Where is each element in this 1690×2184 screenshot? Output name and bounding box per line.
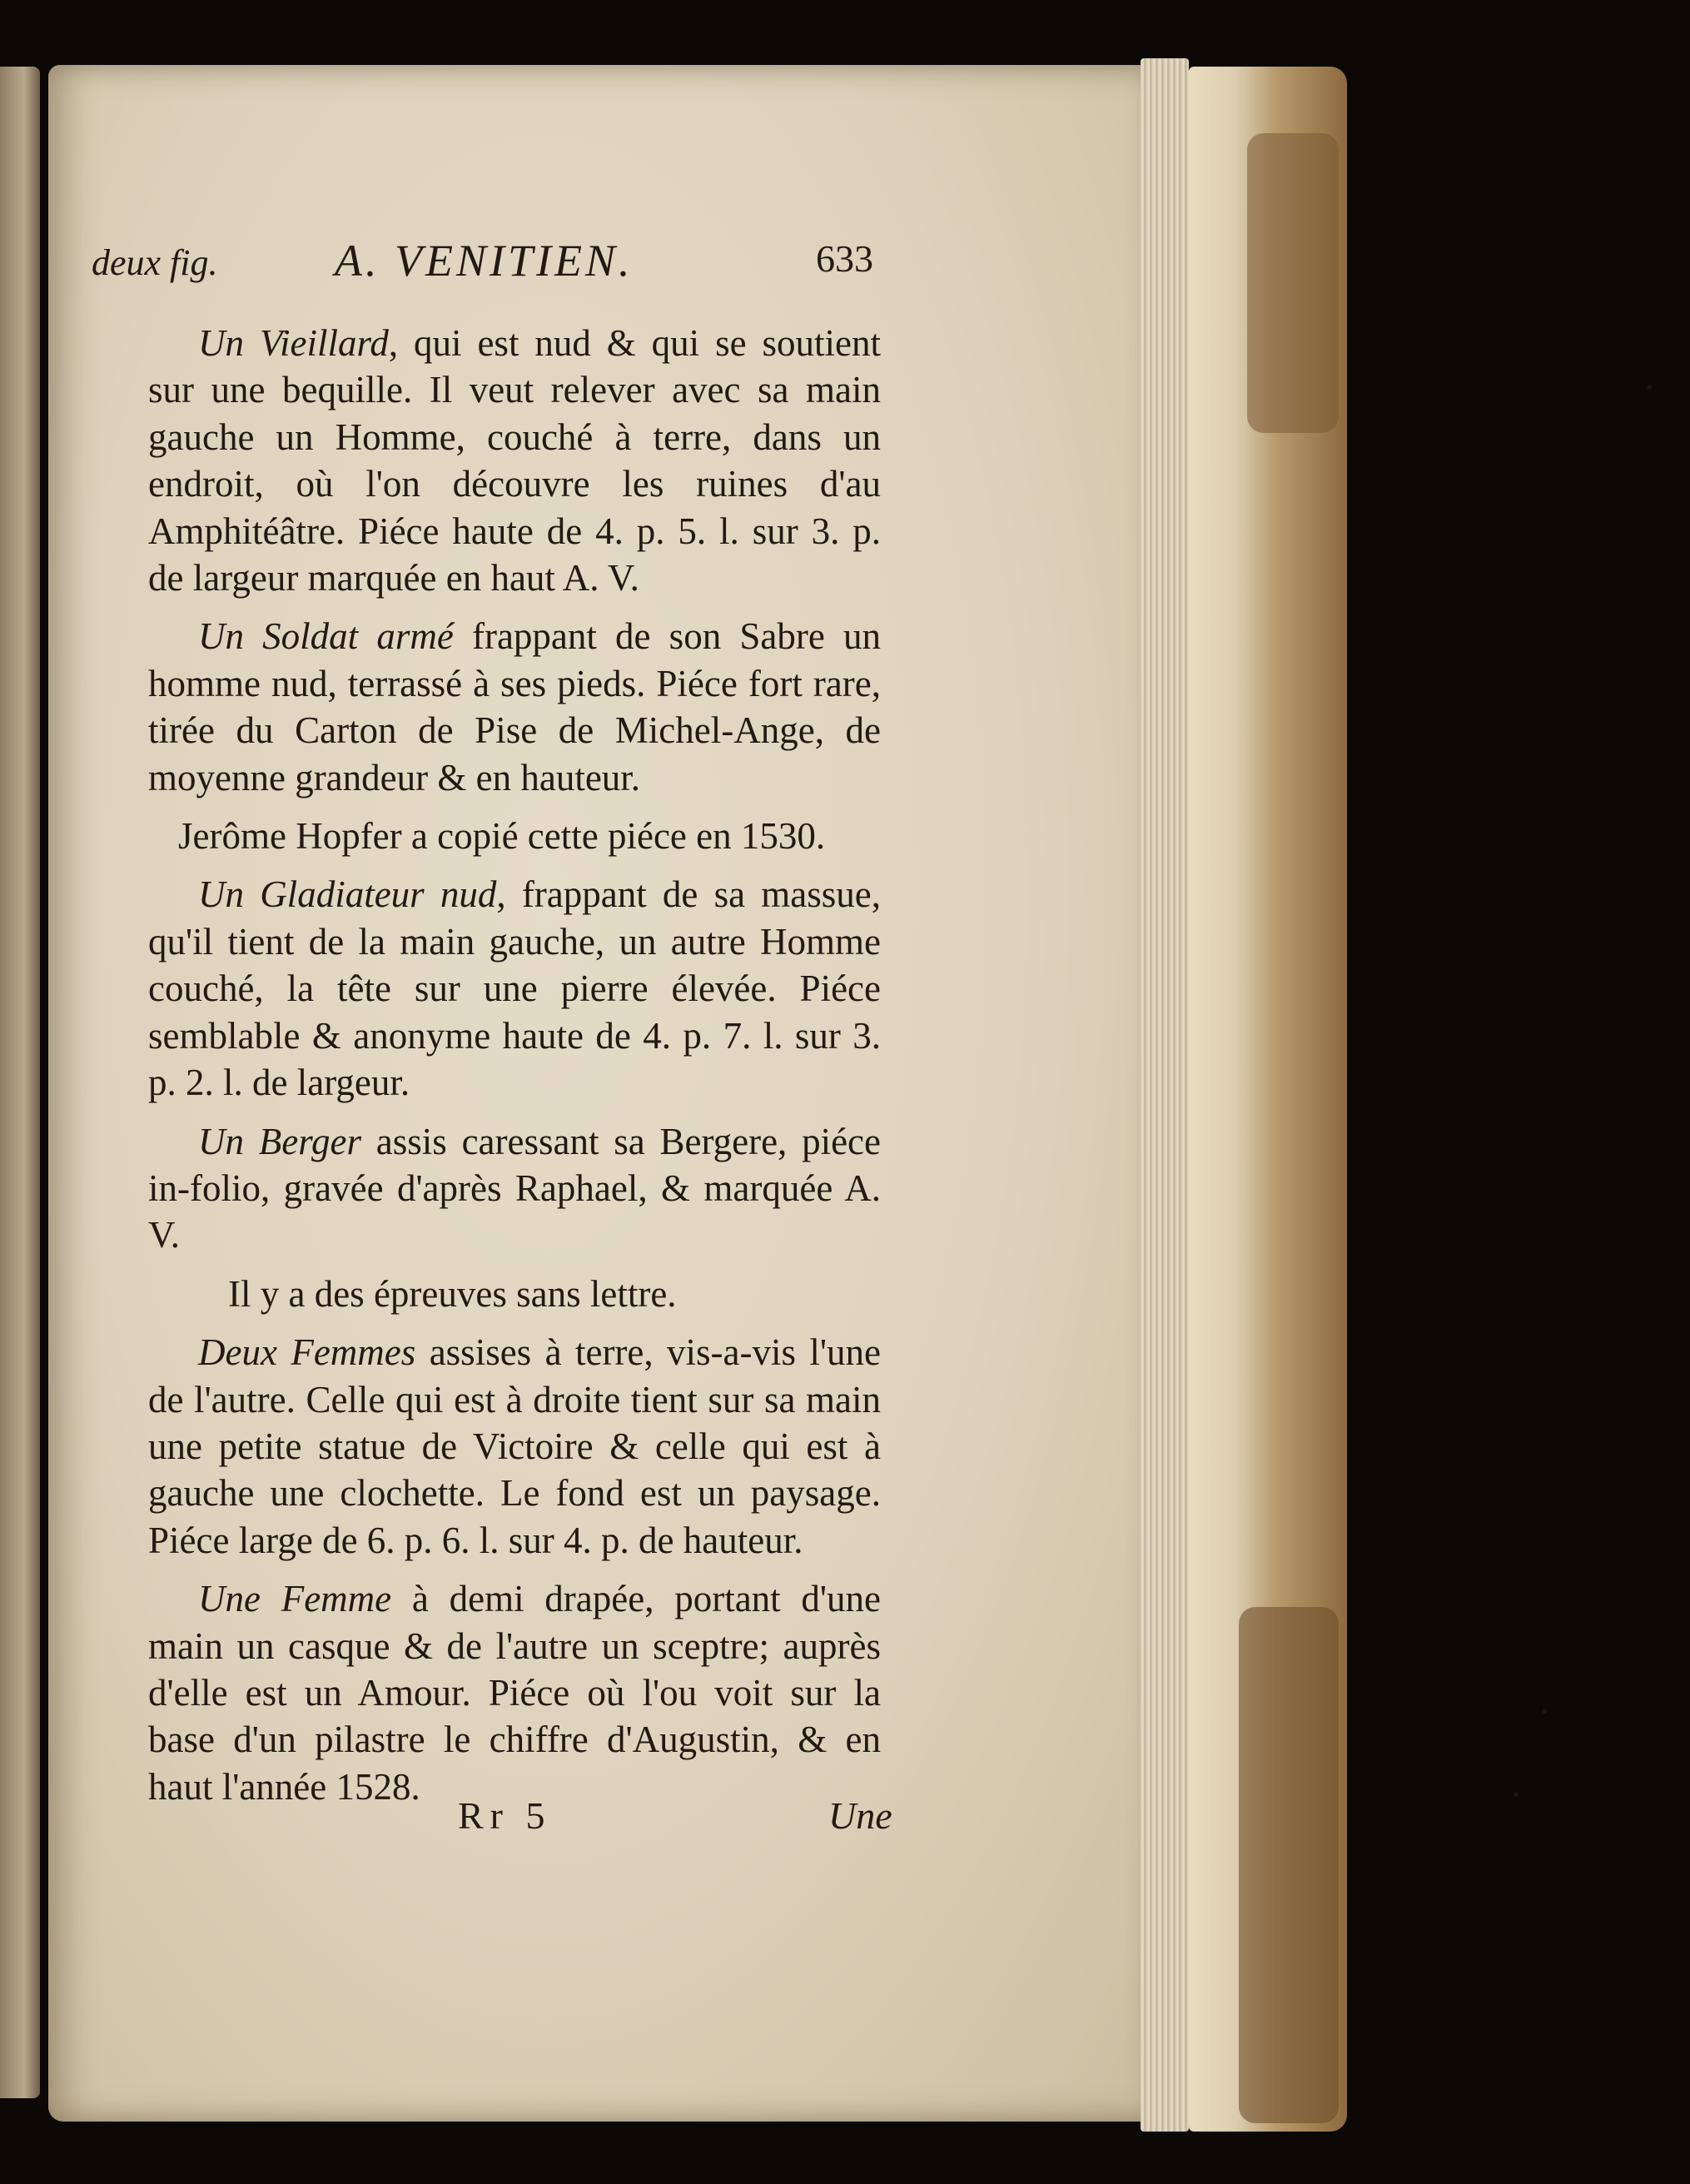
note-text: Jerôme Hopfer a copié cette piéce en 1530.: [178, 815, 826, 858]
entry-text: assises à terre, vis-a-vis l'une de l'autre. Celle qui est à droite tient sur sa main une petite statue de Victoire & celle qui est à gauche une clochette. Le fond est un paysage. Piéce large de 6. p. 6. l. sur 4. p. de hauteur.: [148, 1331, 881, 1561]
note-text: Il y a des épreuves sans lettre.: [228, 1272, 677, 1315]
entry-text: frappant de son Sabre un homme nud, terrassé à ses pieds. Piéce fort rare, tirée du Carton de Pise de Michel-Ange, de moyenne grandeur & en hauteur.: [148, 615, 881, 798]
entry-lead: Une Femme: [198, 1578, 392, 1620]
entry-lead: Un Gladiateur nud: [198, 873, 497, 916]
entry-lead: Un Soldat armé: [198, 615, 454, 658]
entry-paragraph: [148, 320, 881, 601]
entry-text: assis caressant sa Bergere, piéce in-folio, gravée d'après Raphael, & marquée A. V.: [148, 1120, 881, 1256]
left-page-edge: [0, 67, 40, 2098]
dust-speck: [1647, 385, 1652, 390]
entry-paragraph: [148, 1118, 881, 1259]
cover-wear-patch: [1247, 133, 1339, 433]
entry-paragraph: [148, 1329, 881, 1564]
entry-text: , qui est nud & qui se soutient sur une bequille. Il veut relever avec sa main gauche un Homme, couché à terre, dans un endroit, où l'on découvre les ruines d'au Amphitéâtre. Piéce haute de 4. p. 5. l. sur 3. p. de largeur marquée en haut A. V.: [148, 322, 881, 599]
page-body: [148, 320, 881, 1822]
entry-lead: Un Vieillard: [198, 322, 389, 364]
dust-speck: [1514, 1792, 1519, 1797]
entry-paragraph: [148, 871, 881, 1106]
signature-mark: Rr 5: [458, 1794, 552, 1837]
entry-lead: Deux Femmes: [198, 1331, 416, 1374]
catchword: Une: [828, 1794, 892, 1837]
entry-paragraph: [148, 1575, 881, 1810]
page-number: 633: [816, 237, 873, 280]
cover-wear-patch: [1239, 1607, 1339, 2123]
margin-note: deux fig.: [92, 242, 218, 283]
page-fore-edge: [1141, 58, 1189, 2132]
running-title: A. VENITIEN.: [335, 236, 634, 286]
entry-text: à demi drapée, portant d'une main un casque & de l'autre un sceptre; auprès d'elle est un Amour. Piéce où l'ou voit sur la base d'un pilastre le chiffre d'Augustin, & en haut l'année 1528.: [148, 1578, 881, 1808]
note-paragraph: [148, 1271, 881, 1317]
book-cover-board: [1189, 67, 1347, 2132]
note-paragraph: [148, 813, 881, 859]
entry-text: , frappant de sa massue, qu'il tient de la main gauche, un autre Homme couché, la tête sur une pierre élevée. Piéce semblable & anonyme haute de 4. p. 7. l. sur 3. p. 2. l. de largeur.: [148, 873, 881, 1104]
dust-speck: [1542, 1709, 1547, 1714]
entry-paragraph: [148, 613, 881, 801]
entry-lead: Un Berger: [198, 1120, 362, 1162]
